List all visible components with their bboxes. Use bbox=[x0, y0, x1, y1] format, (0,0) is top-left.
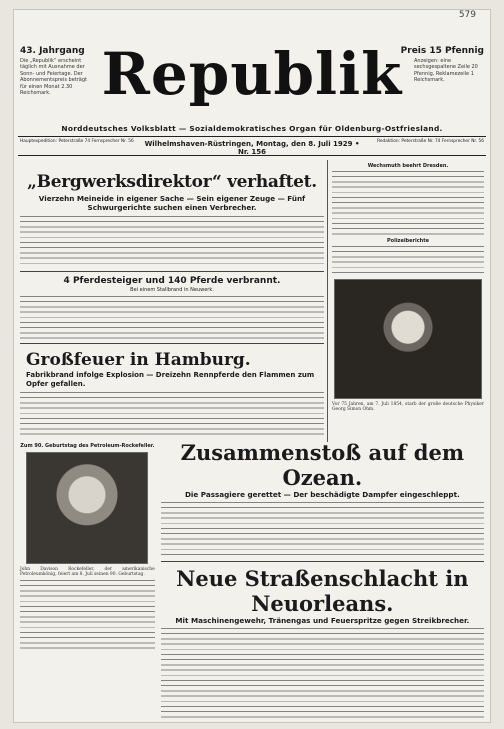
collision-deck: Die Passagiere gerettet — Der beschädigte Dampfer eingeschleppt. bbox=[184, 490, 460, 499]
right-column-text bbox=[332, 171, 484, 235]
fire-article-text bbox=[20, 392, 324, 436]
right-column-text-2 bbox=[332, 246, 484, 276]
orleans-headline: Neue Straßenschlacht in Neuorleans. bbox=[176, 566, 469, 616]
volume-label: 43. Jahrgang bbox=[20, 46, 85, 56]
fire-headline: Großfeuer in Hamburg. bbox=[26, 350, 251, 370]
lower-section bbox=[20, 440, 484, 720]
rockefeller-caption: John Davison Rockefeller, der amerikanische Petroleumkönig, feiert am 8. Juli seinen 90. Geburtstag. bbox=[20, 567, 155, 578]
collision-text bbox=[161, 502, 484, 558]
right-column-subhead: Polizeiberichte bbox=[387, 238, 429, 244]
rule bbox=[20, 343, 324, 344]
price-label: Preis 15 Pfennig bbox=[400, 46, 484, 56]
page-number: 579 bbox=[458, 10, 476, 20]
lower-right-columns bbox=[161, 440, 484, 720]
main-headline: „Bergwerksdirektor“ verhaftet. bbox=[27, 172, 317, 192]
orleans-deck: Mit Maschinengewehr, Tränengas und Feuerspritze gegen Streikbrecher. bbox=[175, 616, 470, 625]
column-divider bbox=[327, 160, 328, 442]
dateline-bar bbox=[18, 136, 486, 156]
rockefeller-text bbox=[20, 580, 155, 650]
advertising-info: Anzeigen: eine sechsgespaltene Zeile 20 Pfennig, Reklamezeile 1 Reichsmark. bbox=[414, 58, 478, 84]
horses-subhead: Bei einem Stallbrand in Neuwerk. bbox=[130, 287, 214, 293]
subscription-info: Die „Republik“ erscheint täglich mit Ausnahme der Sonn- und Feiertage. Der Abonnementspreis beträgt für einen Monat 2.30 Reichsmark. bbox=[20, 58, 87, 97]
rule bbox=[20, 271, 324, 272]
rockefeller-portrait bbox=[26, 452, 148, 564]
lower-columns bbox=[20, 440, 484, 720]
lower-left-column bbox=[20, 440, 155, 720]
main-article-text bbox=[20, 216, 324, 268]
horses-headline: 4 Pferdesteiger und 140 Pferde verbrannt. bbox=[63, 276, 281, 286]
issue-date: Wilhelmshaven-Rüstringen, Montag, den 8. Juli 1929 • Nr. 156 bbox=[144, 140, 360, 156]
right-column-head: Wechsmuth beehrt Dresden. bbox=[367, 163, 449, 169]
rockefeller-caption-head: Zum 90. Geburtstag des Petroleum-Rockefeller. bbox=[20, 443, 155, 449]
rule bbox=[161, 561, 484, 562]
collision-headline: Zusammenstoß auf dem Ozean. bbox=[180, 440, 465, 490]
fire-deck: Fabrikbrand infolge Explosion — Dreizehn Rennpferde den Flammen zum Opfer gefallen. bbox=[26, 371, 315, 388]
orleans-text bbox=[161, 628, 484, 720]
newspaper-subtitle: Norddeutsches Volksblatt — Sozialdemokratisches Organ für Oldenburg-Ostfriesland. bbox=[61, 124, 443, 133]
ohm-portrait bbox=[334, 279, 482, 399]
ohm-caption: Vor 75 Jahren, am 7. Juli 1854, starb der große deutsche Physiker Georg Simon Ohm. bbox=[332, 402, 484, 413]
right-column bbox=[332, 160, 484, 413]
horses-article-text bbox=[20, 296, 324, 340]
contact-left: Hauptexpedition: Peterstraße 74 Fernsprecher Nr. 56 bbox=[20, 139, 134, 144]
contact-right: Redaktion: Peterstraße Nr. 74 Fernsprecher Nr. 56 bbox=[377, 139, 484, 144]
main-deck: Vierzehn Meineide in eigener Sache — Sein eigener Zeuge — Fünf Schwurgerichte suchen einen Verbrecher. bbox=[38, 194, 306, 212]
left-columns bbox=[20, 160, 324, 436]
newspaper-page bbox=[14, 10, 490, 722]
newspaper-title: Republik bbox=[101, 40, 403, 108]
